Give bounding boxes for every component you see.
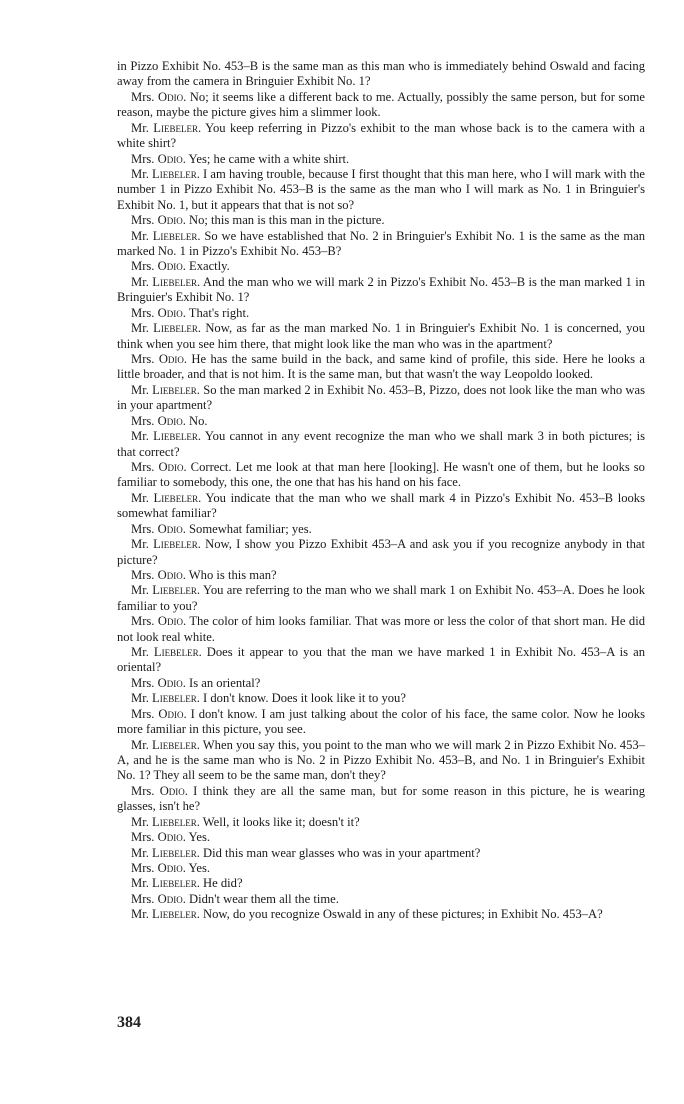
- speaker-name: Odio.: [157, 675, 186, 690]
- testimony-paragraph: [117, 429, 645, 460]
- paragraph-text: I don't know. I am just talking about the color of his face, the same color. Now he looks more familiar in this picture, you see.: [117, 706, 645, 737]
- paragraph-text: That's right.: [188, 305, 250, 320]
- speaker-name: Odio.: [158, 352, 188, 367]
- speaker-name: Liebeler.: [152, 876, 200, 891]
- speaker-name: Liebeler.: [152, 737, 200, 752]
- speaker-title: Mrs.: [131, 352, 155, 367]
- paragraph-text: I think they are all the same man, but for some reason in this picture, he is wearing glasses, isn't he?: [117, 783, 645, 814]
- testimony-paragraph: [117, 784, 645, 815]
- continued-paragraph: [117, 59, 645, 90]
- testimony-paragraph: [117, 645, 645, 676]
- speaker-title: Mr.: [131, 490, 149, 505]
- paragraph-text: Well, it looks like it; doesn't it?: [202, 814, 360, 829]
- transcript-body: [117, 59, 645, 923]
- speaker-title: Mr.: [131, 691, 149, 706]
- speaker-title: Mrs.: [131, 860, 155, 875]
- paragraph-text: Yes; he came with a white shirt.: [188, 151, 350, 166]
- speaker-name: Odio.: [158, 706, 187, 721]
- paragraph-text: You cannot in any event recognize the man who we shall mark 3 in both pictures; is that correct?: [117, 429, 645, 459]
- testimony-paragraph: [117, 568, 645, 583]
- speaker-name: Liebeler.: [152, 583, 201, 598]
- testimony-paragraph: [117, 352, 645, 383]
- paragraph-text: So the man marked 2 in Exhibit No. 453–B, Pizzo, does not look like the man who was in your apartment?: [117, 382, 646, 413]
- testimony-paragraph: [117, 892, 645, 907]
- speaker-title: Mr.: [131, 274, 149, 289]
- paragraph-text: And the man who we will mark 2 in Pizzo's Exhibit No. 453–B is the man marked 1 in Bringuier's Exhibit No. 1?: [117, 274, 645, 305]
- paragraph-text: Who is this man?: [188, 567, 277, 582]
- speaker-name: Liebeler.: [152, 814, 200, 829]
- speaker-title: Mr.: [131, 228, 149, 243]
- testimony-paragraph: [117, 90, 645, 121]
- testimony-paragraph: [117, 167, 645, 213]
- speaker-name: Liebeler.: [153, 321, 202, 336]
- speaker-title: Mr.: [131, 382, 149, 397]
- testimony-paragraph: [117, 121, 645, 152]
- speaker-name: Liebeler.: [152, 166, 200, 181]
- speaker-title: Mrs.: [131, 614, 155, 629]
- testimony-paragraph: [117, 229, 645, 260]
- speaker-title: Mr.: [131, 583, 149, 598]
- testimony-paragraph: [117, 522, 645, 537]
- speaker-name: Odio.: [157, 614, 187, 629]
- paragraph-text: Didn't wear them all the time.: [189, 891, 339, 906]
- speaker-name: Liebeler.: [152, 691, 200, 706]
- speaker-name: Odio.: [157, 860, 186, 875]
- speaker-title: Mr.: [131, 907, 149, 922]
- speaker-name: Odio.: [157, 567, 186, 582]
- speaker-name: Liebeler.: [152, 845, 200, 860]
- speaker-title: Mrs.: [131, 305, 155, 320]
- paragraph-text: Yes.: [188, 830, 211, 845]
- speaker-name: Liebeler.: [153, 537, 201, 552]
- speaker-name: Odio.: [157, 305, 186, 320]
- speaker-title: Mr.: [131, 645, 149, 660]
- testimony-paragraph: [117, 907, 645, 922]
- paragraph-text: Somewhat familiar; yes.: [189, 521, 312, 536]
- testimony-paragraph: [117, 383, 645, 414]
- testimony-paragraph: [117, 815, 645, 830]
- speaker-title: Mrs.: [131, 675, 155, 690]
- paragraph-text: When you say this, you point to the man who we will mark 2 in Pizzo Exhibit No. 453–A, and he is the same man who is No. 2 in Pizzo Exhibit No. 453–B, and No. 1 in Bringuier's Exhibit No. 1? They all seem to be the same man, don't they?: [117, 737, 645, 783]
- paragraph-text: Did this man wear glasses who was in your apartment?: [203, 845, 481, 860]
- speaker-title: Mrs.: [131, 151, 155, 166]
- testimony-paragraph: [117, 676, 645, 691]
- paragraph-text: He did?: [203, 876, 243, 891]
- page-number: 384: [117, 1014, 141, 1031]
- speaker-name: Odio.: [157, 891, 186, 906]
- speaker-title: Mr.: [131, 845, 149, 860]
- testimony-paragraph: [117, 614, 645, 645]
- speaker-title: Mr.: [131, 120, 149, 135]
- speaker-name: Odio.: [157, 830, 186, 845]
- paragraph-text: No.: [189, 413, 208, 428]
- speaker-name: Odio.: [157, 413, 186, 428]
- testimony-paragraph: [117, 259, 645, 274]
- speaker-name: Odio.: [157, 259, 186, 274]
- speaker-name: Liebeler.: [152, 907, 200, 922]
- speaker-title: Mrs.: [131, 413, 155, 428]
- speaker-title: Mr.: [131, 876, 149, 891]
- speaker-name: Odio.: [158, 89, 187, 104]
- speaker-title: Mrs.: [131, 213, 155, 228]
- speaker-name: Liebeler.: [153, 490, 202, 505]
- testimony-paragraph: [117, 537, 645, 568]
- paragraph-text: I don't know. Does it look like it to you?: [203, 691, 406, 706]
- speaker-name: Liebeler.: [153, 645, 202, 660]
- speaker-title: Mrs.: [131, 783, 155, 798]
- testimony-paragraph: [117, 491, 645, 522]
- testimony-paragraph: [117, 830, 645, 845]
- paragraph-text: No; this man is this man in the picture.: [189, 213, 385, 228]
- speaker-name: Liebeler.: [152, 228, 201, 243]
- speaker-title: Mrs.: [131, 259, 155, 274]
- speaker-name: Odio.: [157, 213, 186, 228]
- testimony-paragraph: [117, 306, 645, 321]
- paragraph-text: I am having trouble, because I first thought that this man here, who I will mark with the number 1 in Pizzo Exhibit No. 453–B is the same as the man who I will mark as No. 1 in Bringuier's Exhibit No. 1, but it appears that that is not so?: [117, 166, 645, 212]
- speaker-title: Mrs.: [131, 459, 155, 474]
- testimony-paragraph: [117, 846, 645, 861]
- speaker-name: Liebeler.: [152, 274, 201, 289]
- speaker-title: Mrs.: [131, 567, 155, 582]
- speaker-name: Liebeler.: [153, 120, 202, 135]
- paragraph-text: The color of him looks familiar. That was more or less the color of that short man. He did not look real white.: [117, 614, 645, 644]
- testimony-paragraph: [117, 275, 645, 306]
- speaker-name: Odio.: [158, 459, 187, 474]
- testimony-paragraph: [117, 321, 645, 352]
- paragraph-text: in Pizzo Exhibit No. 453–B is the same man as this man who is immediately behind Oswald and facing away from the camera in Bringuier Exhibit No. 1?: [117, 59, 645, 89]
- speaker-title: Mrs.: [131, 830, 155, 845]
- paragraph-text: He has the same build in the back, and same kind of profile, this side. Here he looks a little broader, and that is not him. It is the same man, but that wasn't the way Leopoldo looked.: [117, 352, 645, 382]
- paragraph-text: No; it seems like a different back to me. Actually, possibly the same person, but for some reason, maybe the picture gives him a slimmer look.: [117, 89, 646, 120]
- paragraph-text: Exactly.: [189, 259, 230, 274]
- paragraph-text: You are referring to the man who we shall mark 1 on Exhibit No. 453–A. Does he look familiar to you?: [117, 583, 646, 613]
- testimony-paragraph: [117, 738, 645, 784]
- testimony-paragraph: [117, 583, 645, 614]
- testimony-paragraph: [117, 876, 645, 891]
- speaker-name: Odio.: [159, 783, 188, 798]
- paragraph-text: Now, I show you Pizzo Exhibit 453–A and ask you if you recognize anybody in that picture?: [117, 537, 645, 567]
- paragraph-text: Now, do you recognize Oswald in any of these pictures; in Exhibit No. 453–A?: [203, 907, 603, 922]
- testimony-paragraph: [117, 213, 645, 228]
- paragraph-text: Yes.: [188, 860, 211, 875]
- speaker-title: Mr.: [131, 429, 149, 444]
- speaker-title: Mrs.: [131, 706, 155, 721]
- speaker-title: Mrs.: [131, 89, 155, 104]
- testimony-paragraph: [117, 460, 645, 491]
- speaker-title: Mr.: [131, 737, 149, 752]
- speaker-name: Liebeler.: [153, 429, 201, 444]
- speaker-title: Mrs.: [131, 521, 155, 536]
- paragraph-text: Now, as far as the man marked No. 1 in Bringuier's Exhibit No. 1 is concerned, you think when you see him there, that might look like the man who was in the apartment?: [117, 321, 645, 351]
- testimony-paragraph: [117, 414, 645, 429]
- speaker-title: Mr.: [131, 814, 149, 829]
- speaker-title: Mr.: [131, 537, 149, 552]
- paragraph-text: Is an oriental?: [189, 675, 261, 690]
- testimony-paragraph: [117, 691, 645, 706]
- testimony-paragraph: [117, 707, 645, 738]
- speaker-title: Mrs.: [131, 891, 155, 906]
- paragraph-text: You indicate that the man who we shall mark 4 in Pizzo's Exhibit No. 453–B looks somewhat familiar?: [117, 490, 645, 521]
- speaker-name: Odio.: [157, 151, 186, 166]
- paragraph-text: Does it appear to you that the man we have marked 1 in Exhibit No. 453–A is an oriental?: [117, 645, 645, 675]
- speaker-name: Odio.: [157, 521, 186, 536]
- speaker-title: Mr.: [131, 321, 149, 336]
- paragraph-text: So we have established that No. 2 in Bringuier's Exhibit No. 1 is the same as the man marked No. 1 in Pizzo's Exhibit No. 453–B?: [117, 228, 646, 259]
- speaker-name: Liebeler.: [152, 382, 200, 397]
- speaker-title: Mr.: [131, 166, 149, 181]
- paragraph-text: Correct. Let me look at that man here [looking]. He wasn't one of them, but he looks so familiar to somebody, this one, the one that has his hand on his face.: [117, 459, 645, 490]
- testimony-paragraph: [117, 152, 645, 167]
- testimony-paragraph: [117, 861, 645, 876]
- paragraph-text: You keep referring in Pizzo's exhibit to the man whose back is to the camera with a white shirt?: [117, 120, 645, 151]
